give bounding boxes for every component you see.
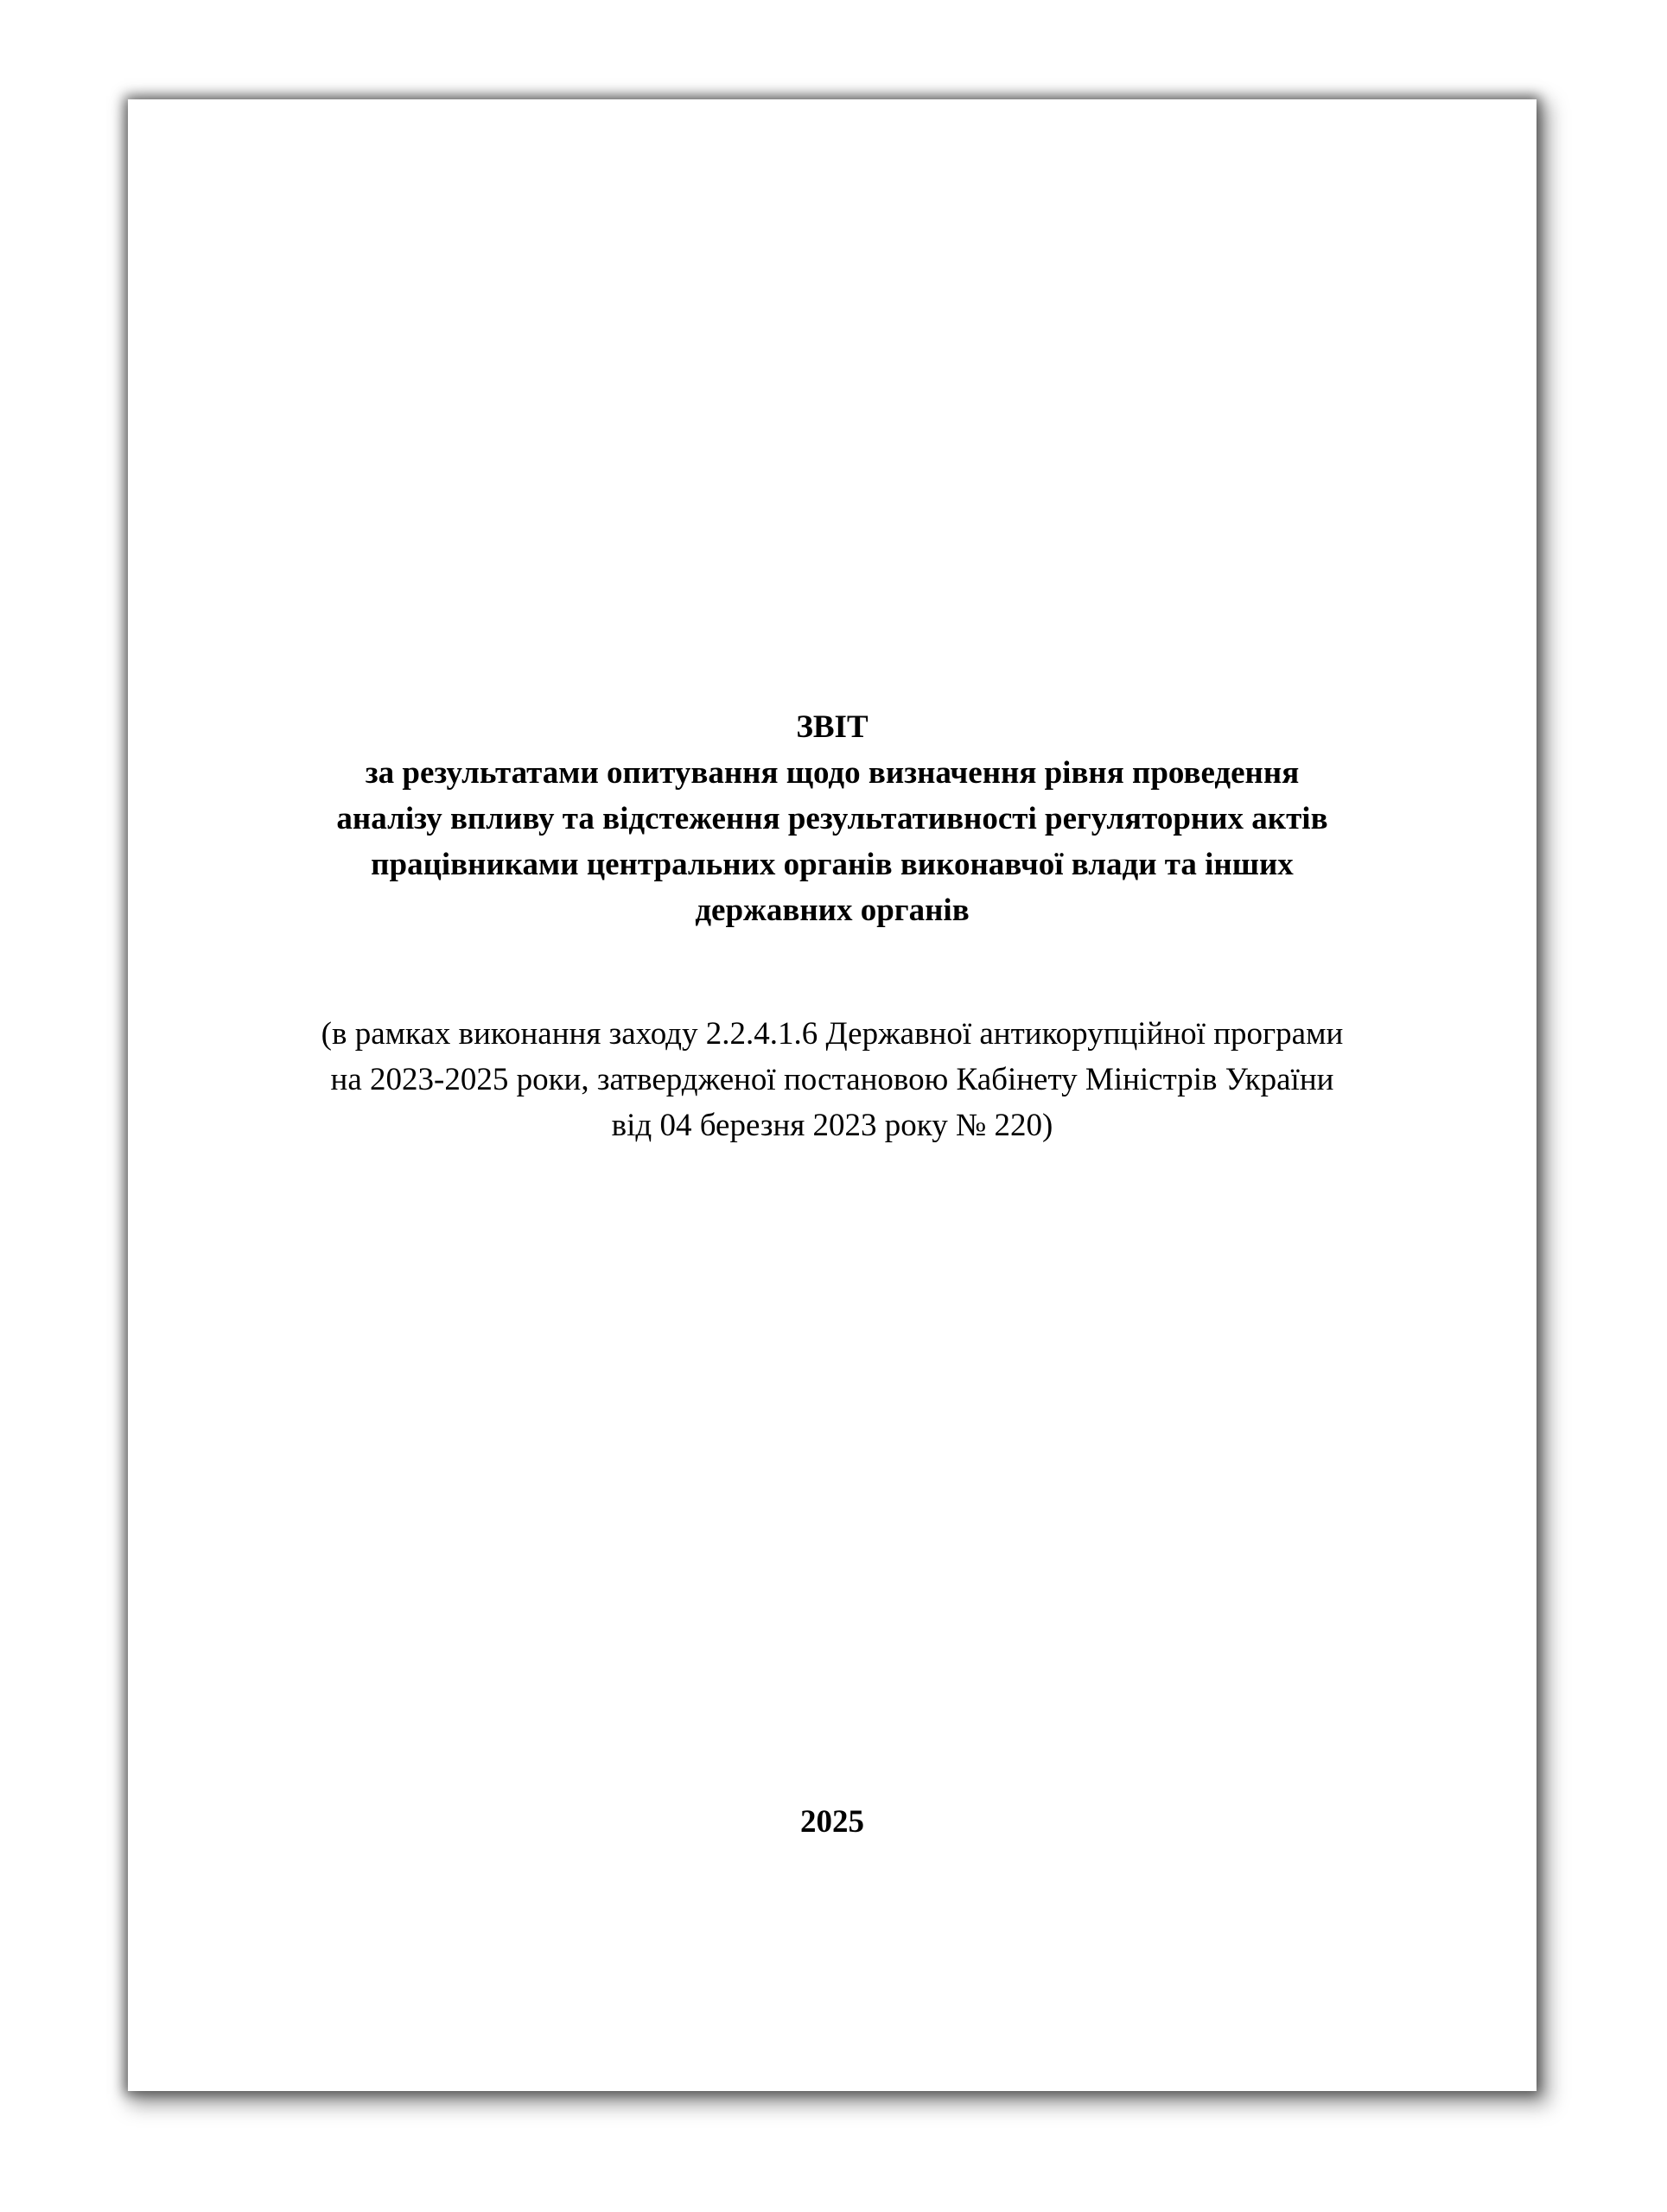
report-year: 2025 <box>800 1804 864 1840</box>
report-title-line: державних органів <box>695 893 970 928</box>
report-title-line: за результатами опитування щодо визначення рівня проведення <box>365 755 1300 791</box>
context-line: (в рамках виконання заходу 2.2.4.1.6 Державної антикорупційної програми <box>321 1016 1344 1052</box>
context-line: від 04 березня 2023 року № 220) <box>611 1108 1053 1143</box>
context-line: на 2023-2025 роки, затвердженої постановою Кабінету Міністрів України <box>330 1062 1334 1097</box>
report-title-block <box>128 704 1537 933</box>
report-context-block <box>128 1011 1537 1148</box>
document-page <box>128 99 1537 2091</box>
report-title-line: працівниками центральних органів виконавчої влади та інших <box>371 847 1294 882</box>
report-title-line: аналізу впливу та відстеження результативності регуляторних актів <box>336 801 1328 836</box>
report-heading: ЗВІТ <box>796 709 868 745</box>
